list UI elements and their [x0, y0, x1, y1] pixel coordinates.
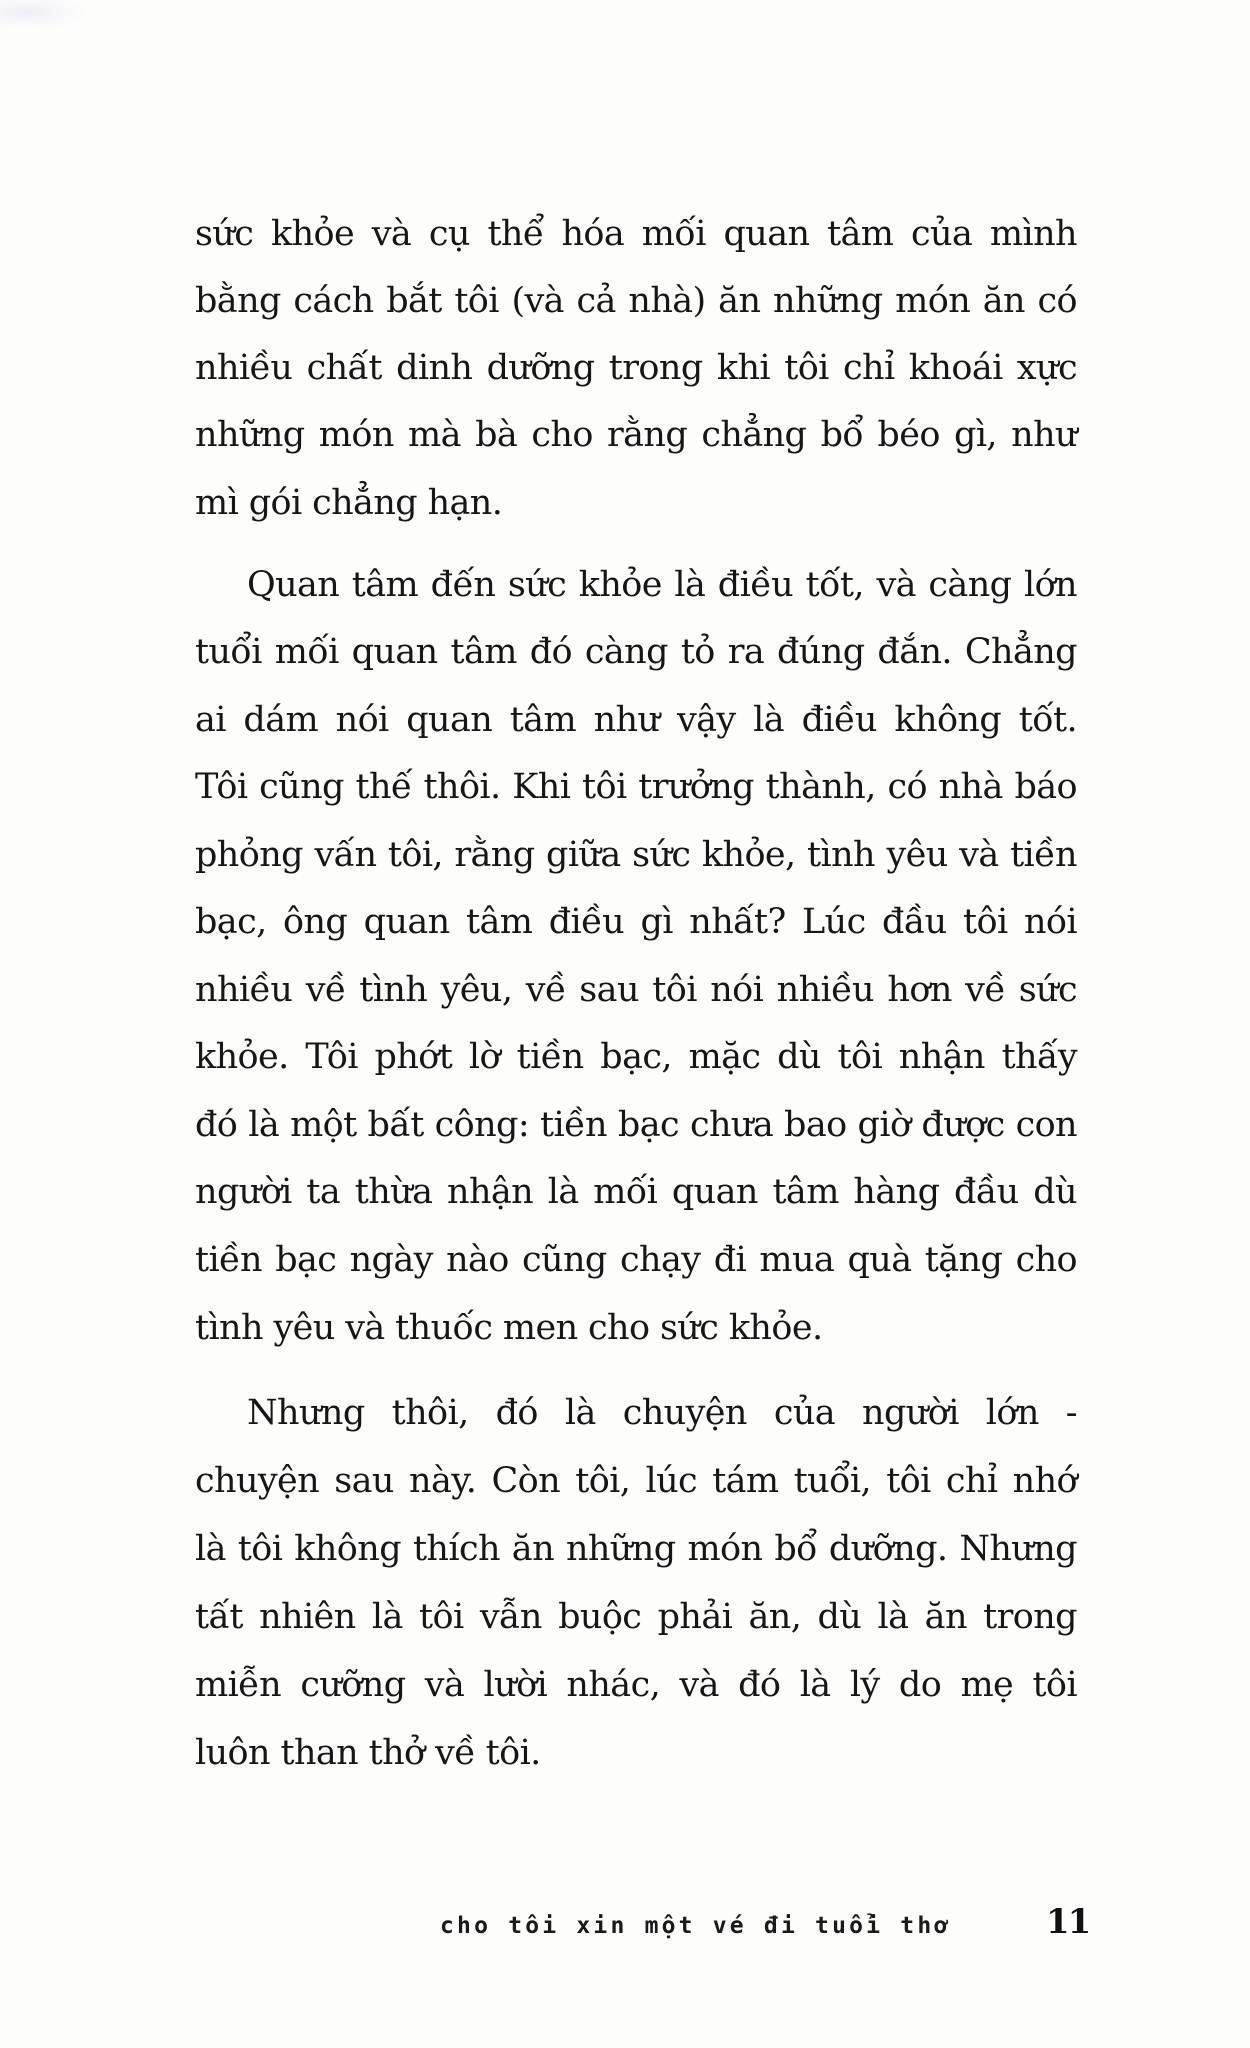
text-line: ai dám nói quan tâm như vậy là điều không tốt. — [195, 700, 1077, 740]
text-line: bằng cách bắt tôi (và cả nhà) ăn những món ăn có — [195, 281, 1077, 321]
text-line: bạc, ông quan tâm điều gì nhất? Lúc đầu tôi nói — [195, 902, 1077, 942]
text-line: sức khỏe và cụ thể hóa mối quan tâm của mình — [195, 214, 1077, 254]
text-line: miễn cưỡng và lười nhác, và đó là lý do mẹ tôi — [195, 1665, 1077, 1705]
text-line: phỏng vấn tôi, rằng giữa sức khỏe, tình yêu và tiền — [195, 835, 1077, 875]
page-number: 11 — [1046, 1902, 1090, 1942]
text-line: đó là một bất công: tiền bạc chưa bao giờ được con — [195, 1105, 1077, 1145]
text-line: nhiều về tình yêu, về sau tôi nói nhiều hơn về sức — [195, 970, 1077, 1010]
running-title: cho tôi xin một vé đi tuổi thơ — [440, 1913, 952, 1939]
text-line: Nhưng thôi, đó là chuyện của người lớn - — [247, 1393, 1077, 1433]
text-line: những món mà bà cho rằng chẳng bổ béo gì, như — [195, 415, 1077, 455]
text-line: tuổi mối quan tâm đó càng tỏ ra đúng đắn. Chẳng — [195, 632, 1077, 672]
scan-artifact — [0, 0, 90, 30]
text-line: nhiều chất dinh dưỡng trong khi tôi chỉ khoái xực — [195, 348, 1077, 388]
text-line: tất nhiên là tôi vẫn buộc phải ăn, dù là ăn trong — [195, 1597, 1077, 1637]
text-line: chuyện sau này. Còn tôi, lúc tám tuổi, tôi chỉ nhớ — [195, 1461, 1077, 1501]
text-line: Tôi cũng thế thôi. Khi tôi trưởng thành, có nhà báo — [195, 767, 1077, 807]
text-line: tình yêu và thuốc men cho sức khỏe. — [195, 1308, 823, 1348]
text-line: mì gói chẳng hạn. — [195, 483, 503, 523]
text-line: là tôi không thích ăn những món bổ dưỡng. Nhưng — [195, 1529, 1077, 1569]
page-footer — [440, 1902, 1090, 1948]
text-line: khỏe. Tôi phớt lờ tiền bạc, mặc dù tôi nhận thấy — [195, 1037, 1077, 1077]
text-line: người ta thừa nhận là mối quan tâm hàng đầu dù — [195, 1172, 1077, 1212]
text-line: tiền bạc ngày nào cũng chạy đi mua quà tặng cho — [195, 1240, 1077, 1280]
text-line: Quan tâm đến sức khỏe là điều tốt, và càng lớn — [247, 565, 1077, 605]
text-line: luôn than thở về tôi. — [195, 1733, 541, 1773]
